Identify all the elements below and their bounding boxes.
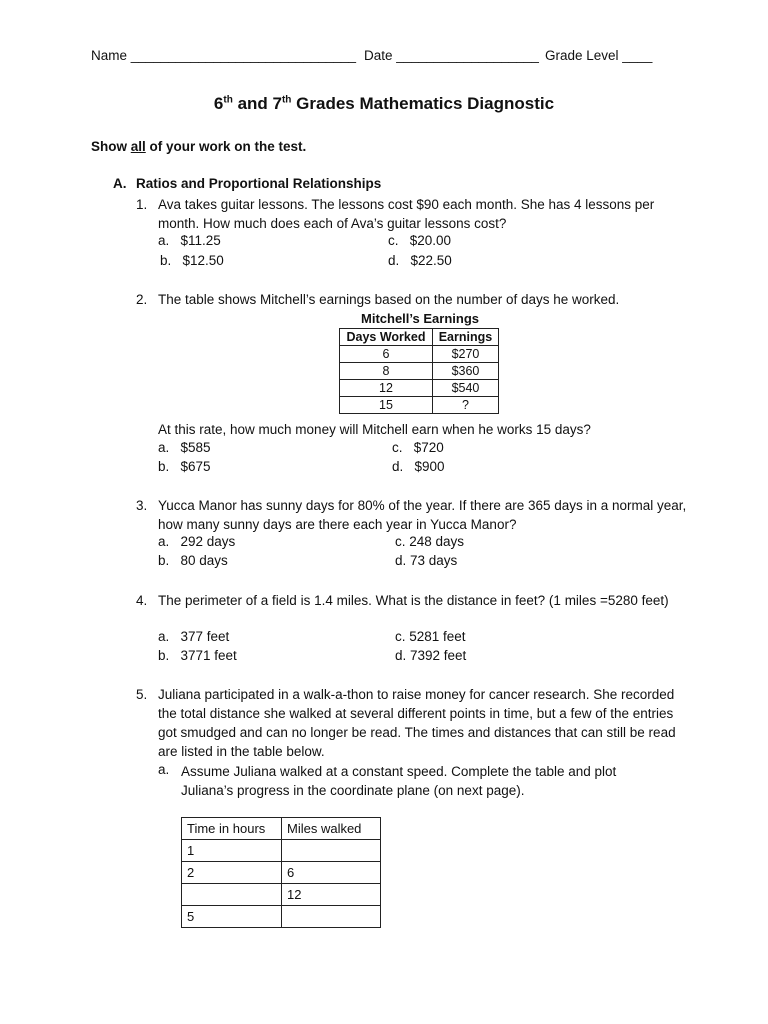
date-field-label: Date ___________________ [364, 48, 539, 63]
name-field-label: Name ______________________________ [91, 48, 357, 63]
table-cell: 5 [182, 906, 282, 928]
table-row [182, 862, 381, 884]
q1-number: 1. [136, 197, 148, 212]
q5a-text: Assume Juliana walked at a constant speed. Complete the table and plot Juliana’s progress in the coordinate plane (on next page). [181, 764, 617, 798]
q3-choice-d: d. 73 days [395, 553, 458, 568]
q3-choice-a: a. 292 days [158, 534, 236, 549]
q3-choice-c: c. 248 days [395, 534, 465, 549]
table-cell: $540 [432, 380, 498, 397]
table-cell: 12 [282, 884, 381, 906]
table-row [182, 906, 381, 928]
q1-choice-c: c. $20.00 [388, 233, 452, 248]
q1-choice-a: a. $11.25 [158, 233, 221, 248]
table-cell: 6 [340, 346, 433, 363]
q3-number: 3. [136, 498, 148, 513]
q3-choice-b: b. 80 days [158, 553, 228, 568]
table-header-cell: Days Worked [340, 329, 433, 346]
instructions: Show all of your work on the test. [91, 139, 307, 154]
q2-question: At this rate, how much money will Mitchell earn when he works 15 days? [158, 422, 591, 437]
table-header-row [340, 329, 499, 346]
table-header-cell: Miles walked [282, 818, 381, 840]
q4-choice-c: c. 5281 feet [395, 629, 466, 644]
table-cell: ? [432, 397, 498, 414]
q1-text: Ava takes guitar lessons. The lessons cost $90 each month. She has 4 lessons per month. How much does each of Ava’s guitar lessons cost? [158, 197, 655, 231]
q4-number: 4. [136, 593, 148, 608]
page-title: 6th and 7th Grades Mathematics Diagnostic [213, 94, 555, 113]
section-letter: A. [113, 176, 127, 191]
table-cell [182, 884, 282, 906]
table-row [340, 363, 499, 380]
table-row [182, 884, 381, 906]
table-cell [282, 840, 381, 862]
table-cell: 6 [282, 862, 381, 884]
q5-text: Juliana participated in a walk-a-thon to raise money for cancer research. She recorded the total distance she walked at several different points in time, but a few of the entries got smudged and can no longer be read. The times and distances that can still be read are listed in the table below. [158, 687, 676, 759]
table-row [340, 397, 499, 414]
q2-choice-d: d. $900 [392, 459, 445, 474]
q1-choice-d: d. $22.50 [388, 253, 452, 268]
q2-number: 2. [136, 292, 148, 307]
q4-text: The perimeter of a field is 1.4 miles. What is the distance in feet? (1 miles =5280 feet) [158, 593, 669, 608]
q2-text: The table shows Mitchell’s earnings based on the number of days he worked. [158, 292, 620, 307]
q2-choice-a: a. $585 [158, 440, 211, 455]
table-row [340, 346, 499, 363]
q2-choice-c: c. $720 [392, 440, 444, 455]
q4-choice-b: b. 3771 feet [158, 648, 237, 663]
q3-text: Yucca Manor has sunny days for 80% of the year. If there are 365 days in a normal year, how many sunny days are there each year in Yucca Manor? [158, 498, 687, 532]
table-row [340, 380, 499, 397]
q4-choice-d: d. 7392 feet [395, 648, 467, 663]
grade-level-field-label: Grade Level ____ [545, 48, 653, 63]
table-cell: 15 [340, 397, 433, 414]
section-title: Ratios and Proportional Relationships [136, 176, 382, 191]
table-cell: $360 [432, 363, 498, 380]
table-row [182, 840, 381, 862]
q1-choice-b: b. $12.50 [160, 253, 224, 268]
table-cell: 8 [340, 363, 433, 380]
table-cell: 2 [182, 862, 282, 884]
table-cell: 1 [182, 840, 282, 862]
q5a-letter: a. [158, 762, 170, 777]
table-header-cell: Time in hours [182, 818, 282, 840]
mitchell-table-title: Mitchell’s Earnings [361, 311, 479, 326]
table-cell [282, 906, 381, 928]
table-header-cell: Earnings [432, 329, 498, 346]
q4-choice-a: a. 377 feet [158, 629, 230, 644]
juliana-table [181, 817, 381, 928]
table-cell: $270 [432, 346, 498, 363]
mitchell-earnings-table [339, 328, 499, 414]
q5-number: 5. [136, 687, 148, 702]
q2-choice-b: b. $675 [158, 459, 211, 474]
table-cell: 12 [340, 380, 433, 397]
table-header-row [182, 818, 381, 840]
